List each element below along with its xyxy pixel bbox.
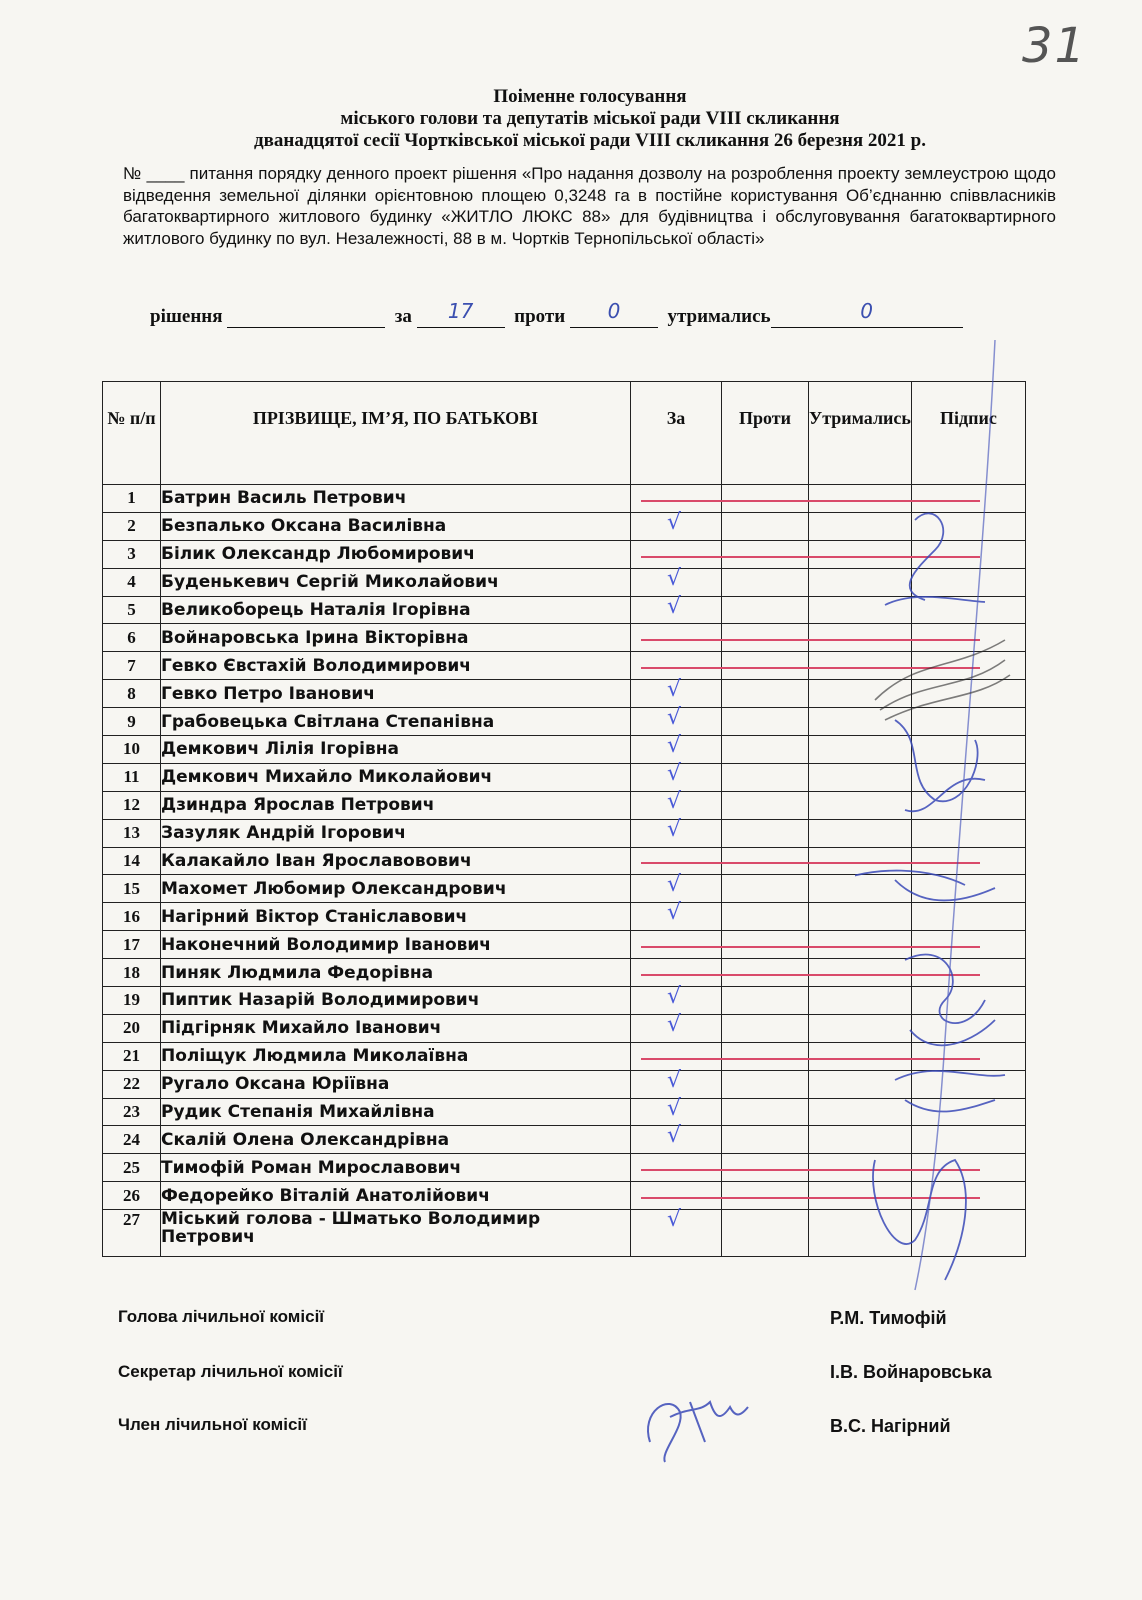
row-for <box>631 1067 722 1098</box>
decision-blank <box>227 307 385 328</box>
row-for <box>631 652 722 680</box>
row-against <box>722 1098 809 1126</box>
decision-label: рішення <box>150 306 223 327</box>
row-number: 21 <box>103 1042 161 1070</box>
row-for <box>631 931 722 959</box>
row-number: 1 <box>103 485 161 513</box>
row-name: Грабовецька Світлана Степанівна <box>161 708 631 736</box>
row-name: Зазуляк Андрій Ігорович <box>161 819 631 847</box>
member-name: В.С. Нагірний <box>830 1416 951 1436</box>
row-against <box>722 568 809 596</box>
document-header <box>120 86 1060 152</box>
row-number: 3 <box>103 540 161 568</box>
row-for <box>631 900 722 931</box>
secretary-label: Секретар лічильної комісії <box>118 1362 343 1381</box>
header-against: Проти <box>722 382 809 485</box>
row-for <box>631 872 722 903</box>
member-label: Член лічильної комісії <box>118 1415 307 1434</box>
header-subtitle: міського голови та депутатів міської ради VIII скликання <box>340 108 840 129</box>
chair-name: Р.М. Тимофій <box>830 1308 947 1328</box>
row-against <box>722 708 809 736</box>
row-for <box>631 1042 722 1070</box>
row-number: 27 <box>103 1210 161 1257</box>
row-name: Тимофій Роман Мирославович <box>161 1154 631 1182</box>
row-name: Пиняк Людмила Федорівна <box>161 959 631 987</box>
row-against <box>722 791 809 819</box>
row-number: 2 <box>103 512 161 540</box>
row-against <box>722 959 809 987</box>
row-name: Великоборець Наталія Ігорівна <box>161 596 631 624</box>
row-name: Пиптик Назарій Володимирович <box>161 987 631 1015</box>
row-number: 13 <box>103 819 161 847</box>
row-name: Буденькевич Сергій Миколайович <box>161 568 631 596</box>
row-against <box>722 624 809 652</box>
row-number: 10 <box>103 736 161 764</box>
row-name: Безпалько Оксана Василівна <box>161 512 631 540</box>
vote-check-icon: √ <box>667 565 682 591</box>
header-for: За <box>631 382 722 485</box>
row-against <box>722 652 809 680</box>
row-for <box>631 509 722 540</box>
row-for <box>631 677 722 708</box>
vote-check-icon: √ <box>667 677 682 703</box>
row-for <box>631 733 722 764</box>
secretary-name: І.В. Войнаровська <box>830 1362 992 1382</box>
row-name: Нагірний Віктор Станіславович <box>161 903 631 931</box>
header-name: ПРІЗВИЩЕ, ІМ’Я, ПО БАТЬКОВІ <box>161 382 631 485</box>
row-against <box>722 931 809 959</box>
vote-check-icon: √ <box>667 1095 682 1121</box>
vote-check-icon: √ <box>667 872 682 898</box>
abstained-label: утримались <box>667 306 771 327</box>
abstained-blank <box>771 299 963 328</box>
row-for <box>631 1095 722 1126</box>
vote-check-icon: √ <box>667 733 682 759</box>
header-session: дванадцятої сесії Чортківської міської ради VIII скликання 26 березня 2021 р. <box>254 130 926 151</box>
votes-summary <box>150 299 1050 328</box>
header-signature: Підпис <box>911 382 1025 485</box>
header-abstained: Утримались <box>809 382 912 485</box>
row-for <box>631 788 722 819</box>
row-for <box>631 705 722 736</box>
row-name: Войнаровська Ірина Вікторівна <box>161 624 631 652</box>
vote-check-icon: √ <box>667 984 682 1010</box>
row-for <box>631 485 722 513</box>
row-for <box>631 565 722 596</box>
row-number: 17 <box>103 931 161 959</box>
row-number: 7 <box>103 652 161 680</box>
vote-check-icon: √ <box>667 900 682 926</box>
row-number: 22 <box>103 1070 161 1098</box>
row-for <box>631 984 722 1015</box>
against-label: проти <box>514 306 566 327</box>
row-for <box>631 1207 722 1257</box>
row-for <box>631 1011 722 1042</box>
for-blank <box>417 299 505 328</box>
row-name: Демкович Лілія Ігорівна <box>161 736 631 764</box>
row-name: Ругало Оксана Юріївна <box>161 1070 631 1098</box>
row-against <box>722 819 809 847</box>
row-name: Рудик Степанія Михайлівна <box>161 1098 631 1126</box>
row-for <box>631 1182 722 1210</box>
row-against <box>722 512 809 540</box>
header-num: № п/п <box>103 382 161 485</box>
row-name: Скалій Олена Олександрівна <box>161 1126 631 1154</box>
abstained-count: 0 <box>860 299 873 323</box>
row-name: Білик Олександр Любомирович <box>161 540 631 568</box>
for-count: 17 <box>447 299 474 323</box>
row-against <box>722 1042 809 1070</box>
against-blank <box>570 299 658 328</box>
vote-check-icon: √ <box>667 705 682 731</box>
vote-check-icon: √ <box>667 1207 682 1233</box>
row-for <box>631 593 722 624</box>
row-against <box>722 763 809 791</box>
row-name: Дзиндра Ярослав Петрович <box>161 791 631 819</box>
row-against <box>722 540 809 568</box>
row-for <box>631 624 722 652</box>
row-number: 15 <box>103 875 161 903</box>
row-number: 12 <box>103 791 161 819</box>
row-number: 9 <box>103 708 161 736</box>
row-number: 8 <box>103 680 161 708</box>
row-number: 20 <box>103 1014 161 1042</box>
row-against <box>722 1154 809 1182</box>
member-signature-icon <box>630 1372 770 1472</box>
row-against <box>722 680 809 708</box>
row-name: Поліщук Людмила Миколаївна <box>161 1042 631 1070</box>
row-name: Гевко Петро Іванович <box>161 680 631 708</box>
row-against <box>722 1182 809 1210</box>
row-against <box>722 847 809 875</box>
row-against <box>722 1014 809 1042</box>
signature-column-scribbles-icon <box>855 340 1035 1300</box>
row-against <box>722 1210 809 1257</box>
row-number: 24 <box>103 1126 161 1154</box>
row-for <box>631 847 722 875</box>
row-against <box>722 1126 809 1154</box>
vote-check-icon: √ <box>667 816 682 842</box>
row-for <box>631 816 722 847</box>
row-for <box>631 760 722 791</box>
for-label: за <box>394 306 412 327</box>
row-number: 23 <box>103 1098 161 1126</box>
row-against <box>722 987 809 1015</box>
vote-check-icon: √ <box>667 1123 682 1149</box>
row-number: 11 <box>103 763 161 791</box>
vote-check-icon: √ <box>667 509 682 535</box>
row-against <box>722 736 809 764</box>
vote-check-icon: √ <box>667 788 682 814</box>
row-for <box>631 540 722 568</box>
vote-check-icon: √ <box>667 1011 682 1037</box>
row-for <box>631 1123 722 1154</box>
chair-label: Голова лічильної комісії <box>118 1307 325 1326</box>
row-number: 5 <box>103 596 161 624</box>
row-name: Наконечний Володимир Іванович <box>161 931 631 959</box>
row-against <box>722 903 809 931</box>
row-for <box>631 1154 722 1182</box>
agenda-text: № ____ питання порядку денного проект рішення «Про надання дозволу на розроблення проекту землеустрою щодо відведення земельної ділянки орієнтовною площею 0,3248 га в постійне користування Об’єднанню співвласників багатоквартирного житлового будинку «ЖИТЛО ЛЮКС 88» для будівництва і обслуговування багатоквартирного житлового будинку по вул. Незалежності, 88 в м. Чортків Тернопільської області» <box>123 164 1056 248</box>
row-name: Федорейко Віталій Анатолійович <box>161 1182 631 1210</box>
row-number: 25 <box>103 1154 161 1182</box>
row-name: Махомет Любомир Олександрович <box>161 875 631 903</box>
row-number: 18 <box>103 959 161 987</box>
row-number: 26 <box>103 1182 161 1210</box>
row-name: Батрин Василь Петрович <box>161 485 631 513</box>
vote-check-icon: √ <box>667 1067 682 1093</box>
page-number: 31 <box>1022 18 1088 74</box>
row-number: 14 <box>103 847 161 875</box>
row-number: 4 <box>103 568 161 596</box>
row-against <box>722 485 809 513</box>
row-against <box>722 1070 809 1098</box>
row-name: Міський голова - Шматько Володимир Петрович <box>161 1210 631 1257</box>
header-title: Поіменне голосування <box>493 86 687 107</box>
vote-check-icon: √ <box>667 593 682 619</box>
row-for <box>631 959 722 987</box>
row-number: 16 <box>103 903 161 931</box>
against-count: 0 <box>607 299 621 323</box>
row-number: 6 <box>103 624 161 652</box>
row-against <box>722 596 809 624</box>
vote-check-icon: √ <box>667 760 682 786</box>
row-name: Калакайло Іван Ярославовович <box>161 847 631 875</box>
row-name: Підгірняк Михайло Іванович <box>161 1014 631 1042</box>
row-number: 19 <box>103 987 161 1015</box>
row-name: Демкович Михайло Миколайович <box>161 763 631 791</box>
row-against <box>722 875 809 903</box>
row-name: Гевко Євстахій Володимирович <box>161 652 631 680</box>
